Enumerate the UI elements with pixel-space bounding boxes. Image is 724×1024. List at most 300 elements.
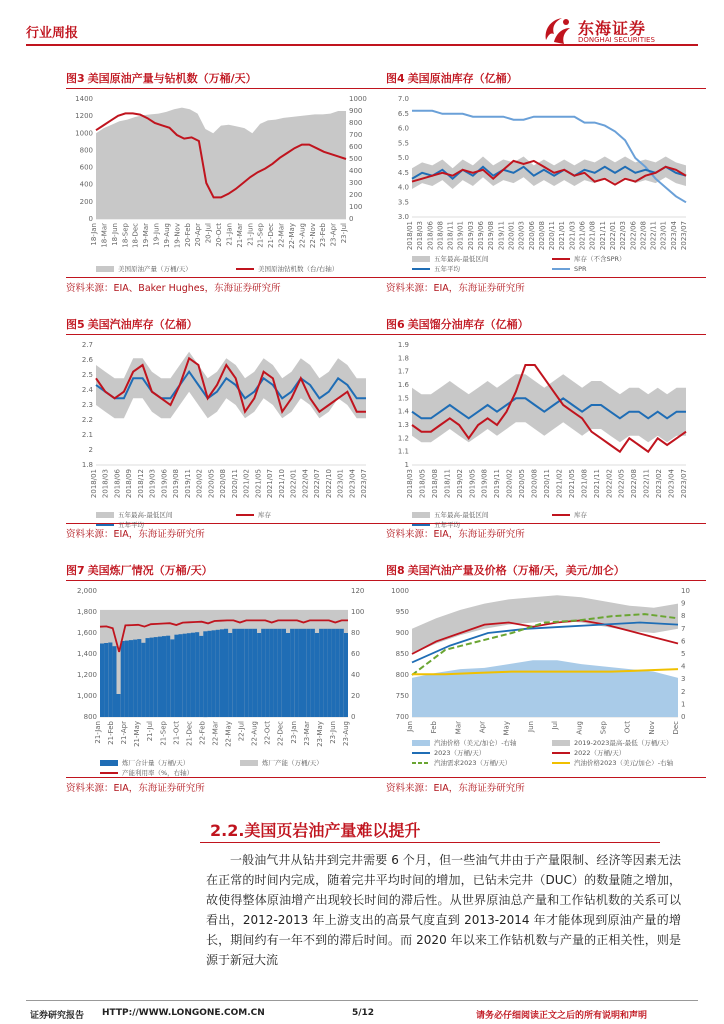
bar — [195, 632, 199, 717]
bar — [224, 629, 228, 717]
bar — [162, 636, 166, 717]
x-tick-label: 2020/11 — [230, 469, 239, 499]
x-tick-label: 2022/11 — [649, 221, 658, 251]
x-tick-label: May — [502, 721, 511, 736]
bar — [270, 629, 274, 717]
legend-label: 五年最高-最低区间 — [434, 511, 489, 519]
y-right-tick-label: 20 — [351, 692, 360, 700]
legend-swatch — [96, 512, 114, 518]
y-tick-label: 1,200 — [76, 671, 97, 679]
y-tick-label: 6.0 — [397, 124, 409, 133]
legend-label: 库存 — [258, 511, 271, 519]
y-tick-label: 1.2 — [397, 434, 409, 443]
x-tick-label: 21-Jan — [225, 223, 234, 246]
x-tick-label: 2020/08 — [537, 221, 546, 251]
x-tick-label: 2020/05 — [518, 469, 527, 499]
bar — [303, 629, 307, 717]
y-right-tick-label: 1000 — [349, 95, 367, 103]
footer-url-link[interactable]: HTTP://WWW.LONGONE.COM.CN — [102, 1008, 265, 1018]
x-tick-label: 2019/01 — [456, 221, 465, 251]
x-tick-label: 21-Sep — [256, 223, 265, 248]
legend-label: 五年平均 — [434, 521, 460, 529]
bar — [336, 629, 340, 717]
figure-title: 美国馏分油库存（亿桶） — [407, 318, 529, 331]
legend-label: 汽油价格（美元/加仑）-右轴 — [434, 739, 517, 747]
x-tick-label: 2021/10 — [277, 469, 286, 499]
x-tick-label: 2019/11 — [493, 469, 502, 499]
x-tick-label: 22-Jul — [237, 721, 246, 742]
x-tick-label: 22-Nov — [308, 223, 317, 249]
y-right-tick-label: 500 — [349, 155, 363, 163]
y-tick-label: 200 — [79, 197, 93, 206]
x-tick-label: 2022/01 — [289, 469, 298, 499]
bar — [216, 630, 220, 717]
x-tick-label: 2021/06 — [578, 221, 587, 251]
x-tick-label: Sep — [599, 721, 608, 735]
y-tick-label: 850 — [395, 650, 409, 658]
x-tick-label: Apr — [478, 721, 487, 734]
y-tick-label: 700 — [395, 713, 409, 721]
figure-number: 图8 — [386, 564, 405, 577]
bar — [311, 629, 315, 717]
y-tick-label: 5.5 — [397, 139, 409, 148]
y-tick-label: 1.9 — [397, 341, 409, 349]
series-area — [412, 660, 678, 717]
x-tick-label: 23-Jun — [328, 721, 337, 744]
legend-label: 库存 — [574, 511, 587, 519]
figure-number: 图5 — [66, 318, 85, 331]
x-tick-label: 22-May — [287, 223, 296, 249]
x-tick-label: 21-Mar — [235, 223, 244, 248]
y-right-tick-label: 7 — [681, 624, 686, 633]
figure-source: 资料来源：EIA，东海证券研究所 — [66, 529, 205, 540]
x-tick-label: 2018/05 — [418, 469, 427, 499]
x-tick-label: 18-Dec — [131, 223, 140, 248]
bar — [236, 629, 240, 717]
bar — [154, 637, 158, 717]
figure-title: 美国原油产量与钻机数（万桶/天） — [87, 72, 257, 85]
y-tick-label: 900 — [395, 629, 409, 637]
x-tick-label: 2022/08 — [630, 469, 639, 499]
x-tick-label: 2023/04 — [667, 469, 676, 499]
y-tick-label: 1,600 — [76, 629, 97, 637]
legend-label: 五年最高-最低区间 — [434, 255, 489, 263]
x-tick-label: 21-Sep — [159, 721, 168, 746]
logo-text-en: DONGHAI SECURITIES — [578, 36, 655, 44]
x-tick-label: 2021/11 — [592, 469, 601, 499]
header-rule — [26, 44, 698, 46]
x-tick-label: Jul — [551, 721, 560, 730]
y-right-tick-label: 10 — [681, 587, 690, 595]
y-tick-label: 1.8 — [397, 354, 409, 363]
figure-source: 资料来源：EIA、Baker Hughes，东海证券研究所 — [66, 283, 281, 294]
bar — [274, 629, 278, 717]
y-tick-label: 1.7 — [397, 367, 409, 376]
x-tick-label: 21-Jan — [94, 721, 102, 744]
legend-label: 汽油需求2023（万桶/天） — [434, 759, 512, 767]
chart-fig6 — [386, 335, 706, 529]
y-right-tick-label: 200 — [349, 191, 363, 199]
bar — [332, 629, 336, 717]
x-tick-label: 22-Aug — [250, 721, 259, 746]
x-tick-label: Oct — [623, 721, 632, 734]
series-area — [96, 108, 346, 219]
bar — [187, 633, 191, 717]
y-right-tick-label: 0 — [351, 713, 356, 721]
chart-container — [386, 89, 706, 277]
bar — [146, 638, 150, 717]
bar — [327, 629, 331, 717]
y-right-tick-label: 4 — [681, 662, 686, 671]
bar — [323, 629, 327, 717]
x-tick-label: 2019/05 — [468, 469, 477, 499]
chart-container — [386, 581, 706, 777]
y-right-tick-label: 300 — [349, 179, 363, 187]
y-tick-label: 750 — [395, 692, 409, 700]
bar — [298, 629, 302, 717]
bar — [129, 640, 133, 717]
x-tick-label: 2022/10 — [324, 469, 333, 499]
legend-label: 炼厂产能（万桶/天） — [262, 759, 323, 767]
x-tick-label: 2021/08 — [580, 469, 589, 499]
x-tick-label: Feb — [430, 721, 439, 734]
y-tick-label: 1000 — [391, 587, 409, 595]
x-tick-label: 22-May — [224, 721, 233, 747]
x-tick-label: 2022/01 — [608, 220, 617, 251]
chart-fig5 — [66, 335, 386, 529]
footer-report-label: 证券研究报告 — [30, 1011, 85, 1021]
header-title: 行业周报 — [26, 26, 79, 41]
y-tick-label: 4.0 — [397, 183, 409, 192]
bar — [150, 638, 154, 717]
x-tick-label: 2022/08 — [639, 221, 648, 251]
x-tick-label: 21-Apr — [120, 721, 129, 745]
legend-swatch — [96, 266, 114, 272]
y-right-tick-label: 100 — [351, 608, 365, 616]
x-tick-label: 2023/02 — [655, 469, 664, 499]
y-tick-label: 2,000 — [76, 587, 97, 595]
x-tick-label: 21-Jul — [146, 721, 155, 742]
footer-disclaimer: 请务必仔细阅读正文之后的所有说明和声明 — [476, 1011, 648, 1021]
y-right-tick-label: 8 — [681, 612, 686, 621]
series-line — [412, 111, 686, 203]
x-tick-label: 19-Nov — [173, 223, 182, 249]
x-tick-label: 2021/02 — [555, 469, 564, 499]
bar — [141, 643, 145, 717]
figure-3 — [66, 70, 386, 294]
x-tick-label: Jan — [406, 721, 414, 732]
y-tick-label: 0 — [88, 215, 93, 223]
bar — [253, 629, 257, 717]
legend-swatch — [552, 740, 570, 746]
x-tick-label: 2018/11 — [446, 221, 455, 251]
y-right-tick-label: 3 — [681, 675, 686, 684]
y-tick-label: 1200 — [75, 112, 93, 121]
y-right-tick-label: 60 — [351, 650, 360, 658]
x-tick-label: Aug — [575, 721, 584, 735]
bar — [170, 639, 174, 717]
bar — [191, 633, 195, 717]
bar — [158, 637, 162, 717]
y-right-tick-label: 800 — [349, 119, 363, 127]
x-tick-label: 2018/08 — [430, 469, 439, 499]
y-right-tick-label: 0 — [349, 215, 354, 223]
bar — [315, 633, 319, 717]
y-right-tick-label: 1 — [681, 700, 686, 709]
x-tick-label: 2019/02 — [455, 469, 464, 499]
figure-source: 资料来源：EIA，东海证券研究所 — [386, 529, 525, 540]
x-tick-label: 2021/05 — [254, 469, 263, 499]
x-tick-label: 18-Jan — [90, 223, 98, 246]
bar — [232, 629, 236, 717]
figure-5 — [66, 316, 386, 540]
chart-fig8 — [386, 581, 706, 777]
x-tick-label: 2020/08 — [530, 469, 539, 499]
bar — [265, 629, 269, 717]
x-tick-label: 2023/07 — [680, 469, 688, 499]
x-tick-label: 21-Jun — [246, 223, 255, 246]
y-tick-label: 800 — [83, 713, 97, 721]
y-right-tick-label: 9 — [681, 599, 686, 608]
x-tick-label: 2023/07 — [360, 469, 368, 499]
x-tick-label: 21-Dec — [267, 223, 276, 248]
x-tick-label: 2021/08 — [588, 221, 597, 251]
y-right-tick-label: 40 — [351, 671, 360, 679]
bar — [307, 629, 311, 717]
y-tick-label: 6.5 — [397, 109, 409, 118]
bar — [290, 629, 294, 717]
x-tick-label: 22-Oct — [263, 721, 272, 745]
bar — [137, 639, 141, 717]
bar — [117, 694, 121, 717]
bar — [112, 646, 116, 717]
bar — [174, 635, 178, 717]
x-tick-label: 2019/08 — [480, 469, 489, 499]
y-right-tick-label: 100 — [349, 203, 363, 211]
bar — [104, 643, 108, 717]
bar — [249, 629, 253, 717]
bar — [133, 640, 137, 717]
x-tick-label: 21-Dec — [185, 721, 194, 746]
footer-rule — [26, 1000, 698, 1001]
y-right-tick-label: 120 — [351, 587, 365, 595]
x-tick-label: 2020/03 — [517, 221, 526, 251]
x-tick-label: 2018/03 — [406, 469, 414, 499]
y-tick-label: 1,000 — [76, 692, 97, 700]
bar — [212, 630, 216, 717]
x-tick-label: 2018/03 — [101, 469, 110, 499]
bar — [166, 636, 170, 717]
y-right-tick-label: 6 — [681, 637, 686, 646]
figure-number: 图4 — [386, 72, 405, 85]
y-tick-label: 2.7 — [81, 341, 93, 349]
x-tick-label: 2023/01 — [336, 469, 345, 499]
legend-label: 炼厂合计量（万桶/天） — [122, 759, 190, 767]
y-tick-label: 1.8 — [81, 461, 93, 469]
x-tick-label: 2019/11 — [497, 221, 506, 251]
legend-label: 五年最高-最低区间 — [118, 511, 173, 519]
x-tick-label: 22-Feb — [198, 721, 207, 745]
x-tick-label: 23-Jul — [340, 223, 348, 244]
bar — [100, 644, 104, 718]
y-tick-label: 2.6 — [81, 356, 93, 364]
y-tick-label: 3.5 — [397, 198, 409, 207]
bar — [294, 629, 298, 717]
figure-title: 美国原油库存（亿桶） — [407, 72, 518, 85]
x-tick-label: 2020/02 — [195, 469, 204, 499]
legend-label: 2022（万桶/天） — [574, 749, 626, 757]
x-tick-label: 2022/07 — [313, 469, 322, 499]
x-tick-label: 20-Jul — [204, 223, 213, 244]
bar — [208, 631, 212, 717]
y-right-tick-label: 600 — [349, 143, 363, 151]
x-tick-label: 23-Mar — [302, 721, 311, 746]
y-tick-label: 1000 — [75, 129, 93, 138]
x-tick-label: 21-Oct — [172, 721, 181, 745]
y-tick-label: 1.1 — [397, 447, 409, 456]
chart-container — [66, 89, 386, 277]
x-tick-label: 2022/06 — [629, 221, 638, 251]
x-tick-label: 2018/03 — [416, 221, 425, 251]
y-tick-label: 800 — [395, 671, 409, 679]
figure-7 — [66, 562, 386, 794]
x-tick-label: 2019/08 — [487, 221, 496, 251]
legend-swatch — [412, 256, 430, 262]
x-tick-label: 2018/01 — [406, 221, 414, 251]
legend-swatch — [240, 760, 258, 766]
chart-container — [386, 335, 706, 529]
x-tick-label: 18-Sep — [121, 223, 130, 248]
y-tick-label: 1.6 — [397, 381, 409, 389]
x-tick-label: 2022/03 — [619, 221, 628, 251]
bar — [121, 641, 125, 717]
chart-fig7 — [66, 581, 386, 777]
bar — [257, 633, 261, 717]
y-tick-label: 1.3 — [397, 421, 409, 429]
y-tick-label: 400 — [79, 180, 93, 189]
x-tick-label: 2022/11 — [642, 469, 651, 499]
x-tick-label: 2023/01 — [659, 221, 668, 251]
x-tick-label: 2020/02 — [505, 469, 514, 499]
y-tick-label: 600 — [79, 163, 93, 172]
legend-label: 五年平均 — [118, 521, 144, 529]
x-tick-label: 2023/07 — [680, 221, 688, 251]
legend-swatch — [412, 512, 430, 518]
section-rule — [200, 842, 660, 843]
bar — [220, 629, 224, 717]
x-tick-label: 2018/09 — [125, 469, 134, 499]
x-tick-label: 2018/06 — [113, 469, 122, 499]
figure-source: 资料来源：EIA，东海证券研究所 — [66, 783, 205, 794]
x-tick-label: 2019/08 — [172, 469, 181, 499]
figure-source: 资料来源：EIA，东海证券研究所 — [386, 283, 525, 294]
x-tick-label: 2020/11 — [543, 469, 551, 499]
brand-logo — [538, 14, 698, 48]
bar — [203, 631, 207, 717]
x-tick-label: 19-Aug — [162, 223, 171, 248]
y-right-tick-label: 80 — [351, 629, 360, 637]
bar — [319, 629, 323, 717]
x-tick-label: 18-Jun — [110, 223, 119, 246]
x-tick-label: 2019/06 — [477, 221, 486, 251]
figure-number: 图6 — [386, 318, 405, 331]
bar — [344, 633, 348, 717]
bar — [241, 629, 245, 717]
page-header — [26, 14, 698, 48]
x-tick-label: 2019/03 — [148, 469, 157, 499]
bar — [228, 633, 232, 717]
page-number: 5/12 — [352, 1008, 375, 1018]
y-tick-label: 1400 — [75, 95, 93, 103]
x-tick-label: 19-Mar — [142, 223, 151, 248]
x-tick-label: 2021/07 — [266, 469, 275, 499]
y-tick-label: 950 — [395, 608, 409, 616]
y-tick-label: 1 — [404, 461, 409, 469]
x-tick-label: Mar — [454, 721, 463, 735]
x-tick-label: 2020/08 — [219, 469, 228, 499]
x-tick-label: 2021/01 — [558, 221, 567, 251]
figure-number: 图7 — [66, 564, 85, 577]
legend-label: 汽油价格2023（美元/加仑）-右轴 — [574, 759, 674, 767]
x-tick-label: 22-Mar — [211, 721, 220, 746]
chart-container — [66, 335, 386, 529]
y-tick-label: 2.1 — [81, 431, 93, 439]
x-tick-label: 2018/08 — [436, 221, 445, 251]
y-tick-label: 1.4 — [397, 407, 409, 416]
figure-8 — [386, 562, 706, 794]
x-tick-label: 20-Apr — [194, 223, 203, 247]
figure-title: 美国汽油产量及价格（万桶/天，美元/加仑） — [407, 564, 625, 577]
x-tick-label: 2023/04 — [348, 469, 357, 499]
x-tick-label: 2018/12 — [136, 469, 145, 499]
legend-label: 库存（不含SPR） — [574, 255, 626, 263]
y-right-tick-label: 400 — [349, 167, 363, 175]
x-tick-label: 2023/04 — [669, 221, 678, 251]
x-tick-label: 2020/05 — [207, 469, 216, 499]
x-tick-label: 2019/06 — [160, 469, 169, 499]
chart-fig3 — [66, 89, 386, 277]
x-tick-label: Dec — [672, 721, 680, 735]
logo-text-cn: 东海证券 — [578, 19, 647, 38]
x-tick-label: 2020/06 — [527, 221, 536, 251]
x-tick-label: 2022/05 — [617, 469, 626, 499]
x-tick-label: 2022/02 — [605, 469, 614, 499]
x-tick-label: 18-Mar — [100, 223, 109, 248]
legend-label: 五年平均 — [434, 265, 460, 273]
y-tick-label: 2 — [88, 446, 93, 454]
legend-label: 产能利用率（%，右轴） — [122, 769, 194, 777]
x-tick-label: 21-Feb — [107, 721, 116, 745]
x-tick-label: 21-May — [133, 721, 142, 747]
legend-swatch — [100, 760, 118, 766]
figure-number: 图3 — [66, 72, 85, 85]
legend-label: 2023（万桶/天） — [434, 749, 486, 757]
x-tick-label: 20-Oct — [215, 223, 223, 247]
x-tick-label: 22-Mar — [277, 223, 286, 248]
x-tick-label: 23-Jan — [289, 721, 298, 744]
logo-emblem-icon — [540, 14, 576, 46]
y-right-tick-label: 700 — [349, 131, 363, 139]
bar — [179, 634, 183, 717]
legend-label: 美国原油钻机数（台/右轴） — [258, 265, 339, 273]
y-tick-label: 2.3 — [81, 401, 93, 409]
x-tick-label: 23-Aug — [342, 721, 350, 746]
body-paragraph: 一般油气井从钻井到完井需要 6 个月，但一些油气井由于产量限制、经济等因素无法在正常的时间内完成，随着完井平均时间的增加，已钻未完井（DUC）的数量随之增加，故使得整体原油增产出现较长时间的滞后性。从世界原油总产量和工作钻机数的关系可以看出，2012-2013 年上游支出的高景气度直到 2013-2014 年才能体现到原油产量的增长，期间约有一年不到的滞后时间。而 2020 年以来工作钻机数与产量的正相关性，则是源于新冠大流 — [206, 853, 681, 967]
bar — [199, 636, 203, 717]
y-tick-label: 1.5 — [397, 394, 409, 403]
section-heading: 2.2.美国页岩油产量难以提升 — [210, 821, 421, 840]
legend-swatch — [412, 740, 430, 746]
